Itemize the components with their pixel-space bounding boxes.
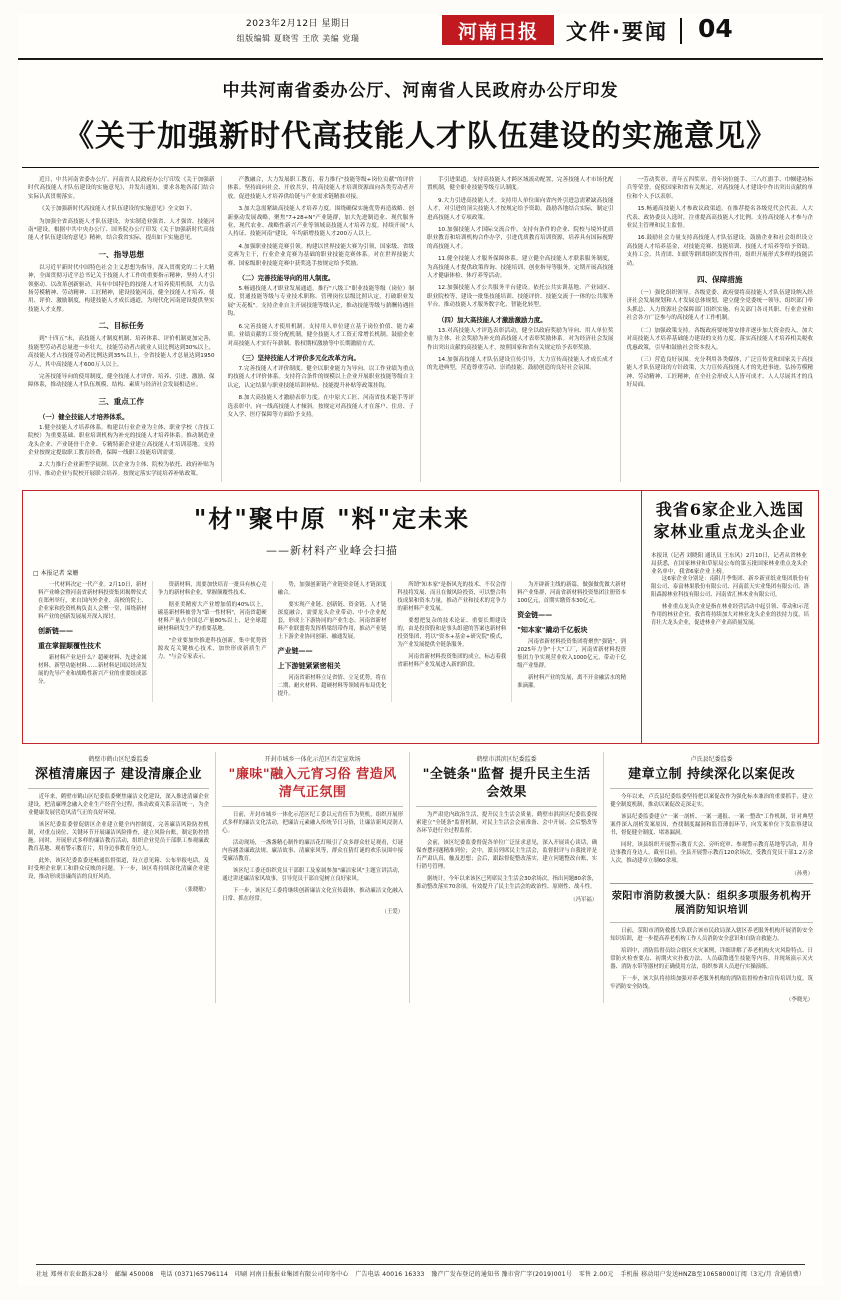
footer-mobile: 手机报 移动用户发送HNZB至10658000订阅（3元/月 含通信费） bbox=[620, 1271, 805, 1278]
body-paragraph: 13.对高技能人才评选表彰活动，健全以政府奖励为导向、用人单位奖励为主体、社会奖励为补充的高技能人才表彰奖励体系。对为经济社会发展作出突出贡献的高技能人才，按照国家和省有关规定给予表彰奖励。 bbox=[427, 327, 614, 351]
page-number: 04 bbox=[698, 14, 733, 43]
footer-phone: 电话 (0371)65796114 bbox=[160, 1271, 229, 1278]
feature-paragraph: 据亚美精密大产业增加值的40%以上，碳基新材料被誉为"第一性材料"，河南省超硬材料产量占全国总产量80%以上，是全球超硬材料研发生产的重要基地。 bbox=[157, 602, 267, 633]
bottom-article bbox=[604, 752, 819, 1003]
body-paragraph: 近日，中共河南省委办公厅、河南省人民政府办公厅印发《关于加强新时代高技能人才队伍建设的实施意见》，并发出通知，要求各地各部门结合实际认真贯彻落实。 bbox=[28, 177, 215, 200]
body-paragraph: （二）加强政策支持。各级政府要统筹安排并逐步加大资金投入，加大对高技能人才培养基础能力建设的支持力度。落实高技能人才培养相关税收优惠政策，引导和鼓励社会资本投入。 bbox=[626, 327, 813, 351]
feature-title: "材"聚中原 "料"定未来 bbox=[193, 504, 471, 534]
bottom-article bbox=[410, 752, 604, 1003]
feature-paragraph: 要实现产业链、创新链、资金链、人才链深度融合，需要龙头企业带动、中小企业配套，形成上下游协同的产业生态。河南省新材料产业联盟将发挥桥梁纽带作用，推动产业链上下游企业协同创新、融通发展。 bbox=[277, 602, 387, 641]
body-paragraph: 3.加大急需紧缺高技能人才培养力度。围绕确保实施优势再造战略、创新驱动发展战略，聚焦"7+28+N"产业链群，加大先进制造业、现代服务业、现代农业、战略性新兴产业等领域高技能人才培养力度。持续开展"人人持证、技能河南"建设，年均新增技能人才200万人以上。 bbox=[227, 206, 414, 238]
article-signature: （王爱） bbox=[381, 909, 404, 916]
article-paragraph: 下一步，该大队将持续加强对养老服务机构的消防监督检查和宣传培训力度，筑牢消防安全防线。 bbox=[610, 976, 813, 991]
feature-sidebar bbox=[642, 491, 818, 743]
article-title[interactable]: 深植清廉因子 建设清廉企业 bbox=[35, 767, 203, 783]
article-paragraph: 同时，该县组织开展警示教育大会、旁听庭审、参观警示教育基地等活动，用身边事教育身边人。截至目前，全县开展警示教育120余场次，受教育党员干部1.2万余人次，推动建章立制60余项。 bbox=[610, 842, 813, 865]
body-heading: 二、目标任务 bbox=[98, 321, 145, 331]
article-kicker: 鹤壁市鹤山区纪委监委 bbox=[88, 756, 149, 764]
section-name: 文件·要闻 bbox=[566, 20, 668, 44]
article-paragraph: 今年以来，卢氏县纪委监委坚持把以案促改作为强化标本兼治的重要抓手，建立健全制度机制，推动以案促改走深走实。 bbox=[610, 794, 813, 809]
body-column bbox=[22, 176, 222, 482]
body-paragraph: 6.完善技能人才使用机制。支持用人单位建立基于岗位价值、能力素质、业绩贡献的工资分配机制，健全技能人才工资正常增长机制。鼓励企业对高技能人才实行年薪制、股权期权激励等中长期激励方式。 bbox=[227, 323, 414, 347]
body-heading: （四）加大高技能人才激励激励力度。 bbox=[438, 315, 547, 324]
body-paragraph: 以习近平新时代中国特色社会主义思想为指导，深入贯彻党的二十大精神，全面贯彻习近平总书记关于技能人才工作的重要指示精神，坚持人才引领驱动、以改革创新驱动，具有中国特色的技能人才培养使用机制，大力弘扬劳模精神、劳动精神、工匠精神，建设技能河南，健全技能人才培养、使用、评价、激励制度，构建技能人才成长通道，为现代化河南建设提供坚实技能人才支撑。 bbox=[28, 264, 215, 313]
body-column bbox=[621, 176, 820, 482]
feature-paragraph: 所谓"知本家"是指风光的技术、不仅会得科技将发展、而且在做风险投资，可以整合科技成果和资本力量，推动产业和技术的竞争力的新材料产业发展。 bbox=[397, 582, 507, 613]
article-paragraph: 活动现场，一盏盏精心制作的廉洁花灯吸引了众多群众驻足观看，灯谜内容涵盖廉政法规、廉洁故事、清廉家风等，群众在猜灯谜的欢乐氛围中接受廉洁教育。 bbox=[222, 840, 404, 863]
sidebar-byline: 本报讯（记者 刘晓阳 通讯员 王东风）2月10日，记者从省林业局获悉，在国家林业和草原局公布的第五批国家林业重点龙头企业名单中，我省6家企业上榜。 bbox=[651, 553, 808, 576]
body-heading: （二）完善技能导向的用人制度。 bbox=[238, 274, 335, 283]
sidebar-body bbox=[651, 575, 809, 627]
body-paragraph: 产教融合，大力发展职工教育，着力推行"技能等级+岗位贡献"的评价体系。坚持面向社会、开放共享，将高技能人才培训资源面向各类劳动者开放，促进技能人才培养供给链与产业需求链精准对接。 bbox=[227, 177, 414, 200]
body-paragraph: 12.加强技能人才公共服务平台建设。依托公共实训基地、产业园区、职业院校等，建设一批集技能培训、技能评价、技能交流于一体的公共服务平台。推动技能人才服务数字化、智能化转型。 bbox=[427, 285, 614, 309]
body-paragraph: （三）营造良好氛围。充分利用各类媒体，广泛宣传党和国家关于高技能人才队伍建设的方针政策，大力宣传高技能人才的先进事迹，弘扬劳模精神、劳动精神、工匠精神，在全社会形成人人皆可成才、人人尽展其才的良好局面。 bbox=[626, 356, 813, 389]
body-paragraph: 一劳动奖章、青年五四奖章、青年岗位能手、三八红旗手、巾帼建功标兵等荣誉，促使国家和省有关规定，对高技能人才建设中作出突出贡献的单位和个人予以表彰。 bbox=[626, 177, 813, 200]
feature-columns bbox=[33, 581, 631, 702]
feature-subhead: 创新链—— bbox=[38, 627, 73, 636]
article-paragraph: 该区纪工委还组织党员干部职工及家属参加"廉洁家风"主题宣讲活动，通过讲述廉洁家风故事，引导党员干部自觉树立良好家风。 bbox=[222, 868, 404, 883]
feature-column bbox=[33, 581, 153, 702]
article-title[interactable]: 建章立制 持续深化以案促改 bbox=[628, 767, 796, 783]
page-sheet bbox=[18, 14, 823, 1286]
article-title[interactable]: "廉味"融入元宵习俗 营造风清气正氛围 bbox=[228, 767, 397, 801]
feature-column bbox=[273, 581, 393, 702]
article-signature: （冯军福） bbox=[570, 897, 598, 904]
article-paragraph: 培训中，消防监督员结合辖区火灾案例，详细讲解了养老机构火灾风险特点、日常防火检查要点、初期火灾扑救方法、人员疏散逃生技能等内容，并现场演示灭火器、消防水带等器材的正确使用方法，组织参训人员进行实操演练。 bbox=[610, 948, 813, 971]
feature-byline: □ 本报记者 栾姗 bbox=[33, 570, 79, 578]
feature-paragraph: 河南省新材料投资集团将聚焦"强链"，到2025年力争"十大"工厂，河南省新材料投资集团力争实现营业收入1000亿元，带动千亿级产业集群。 bbox=[517, 639, 626, 670]
sidebar-paragraph: 林业重点龙头企业是指在林业经营活动中起引领、带动和示范作用的林业企业。我省将持续加大对林业龙头企业的扶持力度，培育壮大龙头企业，促进林业产业高质量发展。 bbox=[651, 604, 809, 627]
feature-subhead: 产业链—— bbox=[277, 647, 313, 656]
article-rule bbox=[28, 788, 209, 789]
body-paragraph: 8.加大高技能人才激励表彰力度。在中原大工匠、河南省技术能手等评选表彰中，向一线高技能人才倾斜。按规定对高技能人才在落户、住房、子女入学、医疗保障等方面给予支持。 bbox=[227, 395, 414, 418]
feature-box bbox=[22, 490, 819, 744]
masthead-divider bbox=[680, 18, 682, 44]
footer-ad-phone: 广告电话 40016 16333 bbox=[355, 1271, 425, 1278]
bottom-article bbox=[216, 752, 410, 1003]
feature-subhead: "知本家"撬动千亿板块 bbox=[517, 626, 588, 635]
footer-postcode: 邮编 450008 bbox=[114, 1271, 154, 1278]
page-title: 《关于加强新时代高技能人才队伍建设的实施意见》 bbox=[64, 119, 777, 154]
body-column bbox=[421, 176, 621, 482]
body-paragraph: 15.畅通高技能人才参政议政渠道。在推荐提名各级党代会代表、人大代表、政协委员人选时，注重提高高技能人才比例。支持高技能人才参与企业民主管理和民主监督。 bbox=[626, 206, 813, 230]
body-paragraph: 9.大力引进高技能人才。支持用人单位面向省内外引进急需紧缺高技能人才，对引进的顶尖技能人才按规定给予资助。鼓励各地结合实际，制定引进高技能人才专项政策。 bbox=[427, 197, 614, 221]
article-paragraph: 此外，该区纪委监委还畅通监督渠道，设立意见箱、公布举报电话，及时受理企业职工和群众反映的问题。下一步，该区将持续深化清廉企业建设，推动形成崇廉尚洁的良好风尚。 bbox=[28, 858, 210, 881]
article-paragraph: 日前，开封市城乡一体化示范区纪工委以元宵佳节为契机，组织开展形式多样的廉洁文化活动，把廉洁元素融入传统节日习俗，让廉洁新风浸润人心。 bbox=[222, 812, 404, 835]
editors-credit: 组版编辑 夏晓雪 王欣 美编 党瑞 bbox=[236, 34, 360, 43]
article-rule bbox=[610, 922, 813, 923]
feature-subhead: 重在掌握颠覆性技术 bbox=[38, 642, 101, 651]
body-paragraph: （一）强化组织领导。各级党委、政府要将高技能人才队伍建设纳入经济社会发展规划和人才发展总体规划，建立健全党委统一领导、组织部门牵头抓总、人力资源社会保障部门组织实施、有关部门各司其职、行业企业和社会各方广泛参与的高技能人才工作机制。 bbox=[626, 290, 813, 322]
feature-paragraph: 河南省新材料立足省情、立足优势，将在二期、耐火材料、超硬材料等领域再布局优化提升。 bbox=[277, 675, 387, 698]
article-title[interactable]: 荥阳市消防救援大队：组织多项服务机构开展消防知识培训 bbox=[611, 891, 812, 917]
bottom-articles bbox=[22, 752, 819, 1003]
article-paragraph: 为严肃党内政治生活，提升民主生活会质量，鹤壁市淇滨区纪委监委探索建立"全链条"监督机制，对民主生活会会前准备、会中开展、会后整改等各环节进行全过程监督。 bbox=[416, 812, 598, 835]
article-paragraph: 据统计，今年以来该区已列席民主生活会30余场次，指出问题80余条，推动整改落实70余项，有效提升了民主生活会的政治性、原则性、战斗性。 bbox=[416, 876, 598, 891]
main-body bbox=[18, 176, 823, 482]
feature-column bbox=[153, 581, 273, 702]
body-paragraph: 2.大力推行企业新型学徒制。以企业为主体、院校为依托、政府补贴为引导，推动企业与院校开展联合培养。按规定落实学徒培养补贴政策。 bbox=[28, 462, 215, 477]
body-paragraph: 《关于加强新时代高技能人才队伍建设的实施意见》全文如下。 bbox=[39, 206, 196, 213]
article-signature: （孙勇） bbox=[791, 871, 813, 878]
body-heading: 四、保障措施 bbox=[696, 275, 743, 285]
publication-date: 2023年2月12日 星期日 bbox=[246, 19, 350, 29]
article-rule bbox=[222, 806, 403, 807]
article-signature: （张晓敏） bbox=[182, 887, 210, 894]
article-paragraph: 会前，该区纪委监委督促各单位广泛征求意见，深入开展谈心谈话，确保查摆问题精准到位；会中，派员列席民主生活会，监督批评与自我批评是否严肃认真、触及思想；会后，跟踪督促整改落实，建立问题整改台账，实行销号管理。 bbox=[416, 840, 598, 871]
body-paragraph: 14.加强高技能人才队伍建设宣传引导，大力宣传高技能人才成长成才的先进典型，营造尊重劳动、崇尚技能、鼓励创造的良好社会氛围。 bbox=[427, 356, 614, 372]
footer-price: 零售 2.00元 bbox=[578, 1271, 614, 1278]
newspaper-logo: 河南日报 bbox=[442, 15, 554, 45]
headline-rule bbox=[22, 167, 819, 168]
body-paragraph: 到"十四五"末，高技能人才制度机制、培养体系、评价机制更加完善，技能型劳动者总量进一步壮大，技能劳动者占就业人员比例达到30%以上，高技能人才占技能劳动者比例达到35%以上，全省技能人才总量达到1950万人，其中高技能人才600万人以上。 bbox=[28, 336, 215, 368]
feature-paragraph: 新材料产业的发展，离不开金融活水的精准滴灌。 bbox=[517, 675, 626, 690]
body-heading: 一、指导思想 bbox=[98, 249, 145, 259]
body-paragraph: 7.完善技能人才评价制度。健全以职业能力为导向、以工作业绩为重点的技能人才评价体系。支持符合条件的规模以上企业开展职业技能等级自主认定，认定结果与职业技能培训补贴、技能提升补贴等政策挂钩。 bbox=[227, 365, 414, 389]
body-heading: 三、重点工作 bbox=[98, 396, 145, 406]
article-title[interactable]: "全链条"监督 提升民主生活会效果 bbox=[422, 767, 591, 801]
feature-subtitle: ——新材料产业峰会扫描 bbox=[266, 544, 398, 558]
footer-address: 社址 郑州市农业路东28号 bbox=[36, 1271, 109, 1278]
article-paragraph: 近年来，鹤壁市鹤山区纪委监委聚焦廉洁文化建设，深入推进清廉企业建设，把清廉理念融入企业生产经营全过程，推动政商关系亲清统一，为企业健康发展营造风清气正的良好环境。 bbox=[28, 794, 210, 817]
feature-paragraph: 要想把复杂的技术论证、重要长期建设的，由是投资股和是事头组建的答案也新材料投资集团，将以"资本+基金+研究院"模式，为产业发展提供全链条服务。 bbox=[397, 618, 507, 649]
article-kicker: 卢氏县纪委监委 bbox=[690, 756, 733, 764]
body-paragraph: 手引进渠道。支持高技能人才跨区域流动配置，完善技能人才市场化配置机制，健全职业技能等级互认制度。 bbox=[427, 177, 614, 192]
bottom-article bbox=[22, 752, 216, 1003]
body-paragraph: 为加强全省高技能人才队伍建设，夯实制造业强省、人才强省、技能河南*建设，根据中共中央办公厅、国务院办公厅印发《关于加强新时代高技能人才队伍建设的意见》精神，结合我省实际，提出如下实施意见。 bbox=[28, 218, 215, 242]
body-heading: （一）健全技能人才培养体系。 bbox=[39, 412, 129, 421]
article-signature: （李晓光） bbox=[786, 997, 813, 1004]
feature-subhead: 资金链—— bbox=[517, 611, 553, 620]
feature-paragraph: "企业要加快推进科技创新，集中优势资源攻克关键核心技术，加快形成新质生产力。"与会专家表示。 bbox=[157, 638, 267, 661]
body-paragraph: 1.健全技能人才培养体系。构建以行业企业为主体、职业学校（含技工院校）为重要基础、职业培训机构为补充的技能人才培养体系。推动制造业龙头企业、产业链骨干企业、专精特新企业建立高技能人才培训基地。支持企业按规定提取职工教育经费，保障一线职工技能培训需要。 bbox=[28, 424, 215, 456]
feature-column bbox=[392, 581, 512, 702]
article-rule bbox=[416, 806, 597, 807]
feature-paragraph: 势，加强创新链产业链资金链人才链深度融合。 bbox=[277, 582, 387, 597]
footer-license: 豫产广发布登记的通知书 豫市营广字(2019)001号 bbox=[431, 1271, 572, 1278]
article-rule bbox=[610, 788, 813, 789]
article-kicker: 鹤壁市淇滨区纪委监委 bbox=[476, 756, 537, 764]
page-footer bbox=[36, 1264, 805, 1278]
body-paragraph: 16.鼓励社会力量支持高技能人才队伍建设。鼓励企业和社会组织设立高技能人才培养基金，对技能竞赛、技能培训、技能人才培养等给予资助。支持工会、共青团、妇联等群团组织发挥作用，组织开展形式多样的技能活动。 bbox=[626, 235, 813, 267]
document-issuer: 中共河南省委办公厅、河南省人民政府办公厅印发 bbox=[222, 81, 619, 101]
masthead-left bbox=[168, 16, 428, 44]
article-paragraph: 该区纪委监委督促辖区企业建立健全内控制度，完善廉洁风险防控机制，对重点岗位、关键环节开展廉洁风险排查，建立风险台账，制定防控措施。同时，开展形式多样的廉洁教育活动，组织企业党员干部职工参观廉政教育基地、观看警示教育片，用身边事教育身边人。 bbox=[28, 822, 210, 853]
article-separator bbox=[610, 883, 813, 884]
feature-subhead: 上下游链紧紧密相关 bbox=[277, 662, 341, 671]
article-paragraph: 该县纪委监委建立"一案一剖析、一案一通报、一案一整改"工作机制，针对典型案件深入剖析发案原因，查找制度漏洞和监管薄弱环节，向发案单位下发监察建议书，督促健全制度、堵塞漏洞。 bbox=[610, 814, 813, 837]
body-heading: （三）坚持技能人才评价多元化改革方向。 bbox=[238, 353, 360, 362]
body-paragraph: 11.健全技能人才服务保障体系。建立健全高技能人才联系服务制度，为高技能人才提供政策咨询、技能培训、创业指导等服务。定期开展高技能人才健康体检、休疗养等活动。 bbox=[427, 256, 614, 280]
feature-paragraph: 河南省新材料投资集团的成立，标志着我省新材料产业发展进入新的阶段。 bbox=[397, 654, 507, 669]
article-kicker: 开封市城乡一体化示范区否定宣欢场 bbox=[264, 756, 361, 764]
feature-main bbox=[23, 491, 642, 743]
footer-printer: 印刷 河南日报报业集团有限公司印务中心 bbox=[234, 1271, 349, 1278]
feature-paragraph: 资新材料，需要加快培育一批具有核心竞争力的新材料企业，掌握颠覆性技术。 bbox=[157, 582, 267, 597]
feature-paragraph: 为开辟新主线的新篇，做强做优做大新材料产业集群，河南省新材料投资集团注册资本100亿元，首期实缴资本30亿元。 bbox=[517, 582, 626, 605]
article-paragraph: 日前，荥阳市消防救援大队联合该市民政局深入辖区养老服务机构开展消防安全知识培训，进一步提高养老机构工作人员消防安全意识和自防自救能力。 bbox=[610, 928, 813, 943]
article-paragraph: 下一步，该区纪工委将继续创新廉洁文化宣传载体，推动廉洁文化融入日常、抓在经常。 bbox=[222, 888, 404, 903]
body-column bbox=[222, 176, 422, 482]
body-paragraph: 10.加强技能人才国际交流合作。支持有条件的企业、院校与境外优质职业教育和培训机构合作办学，引进优质教育培训资源，培养具有国际视野的高技能人才。 bbox=[427, 227, 614, 250]
feature-column bbox=[512, 581, 631, 702]
body-paragraph: 4.加强职业技能竞赛引领。构建以世界技能大赛为引领，国家级、省级竞赛为主干，行业企业竞赛为基础的职业技能竞赛体系。对在世界技能大赛、国家级职业技能竞赛中获奖选手按规定给予奖励。 bbox=[227, 243, 414, 267]
body-paragraph: 完善技能导向的使用制度，健全技能人才评价、培养、引进、激励、保障体系，推动技能人才队伍规模、结构、素质与经济社会发展相适应。 bbox=[28, 373, 215, 389]
body-paragraph: 5.畅通技能人才职业发展通道。推行"八级工"职业技能等级（岗位）制度，贯通技能等级与专业技术职称、管理岗位层级比照认定，打破职业发展"天花板"。支持企业自主开展技能等级认定，推动技能等级与薪酬待遇挂钩。 bbox=[227, 286, 414, 318]
masthead bbox=[18, 14, 823, 60]
feature-paragraph: 新材料产业是什么？超硬材料、先进金属材料、新型功能材料……新材料是国民经济发展的先导产业和战略性新兴产业的重要组成部分。 bbox=[38, 655, 147, 686]
sidebar-title: 我省6家企业入选国家林业重点龙头企业 bbox=[653, 500, 807, 542]
sidebar-paragraph: 这6家企业分别是：南阳月季集团、新乡新亚纸业集团股份有限公司、泰富林果股份有限公司、河南蓝天实业集团有限公司、洛阳森源林业科技有限公司、河南省汇林木业有限公司。 bbox=[651, 576, 809, 599]
feature-paragraph: 一代材料决定一代产业。2月10日，新材料产业峰会暨河南省新材料投资集团揭牌仪式在郑州举行，来自国内外企业、高校的院士、企业家和投资机构负责人会聚一堂，围绕新材料产业的创新发展展开深入探讨。 bbox=[38, 582, 147, 621]
